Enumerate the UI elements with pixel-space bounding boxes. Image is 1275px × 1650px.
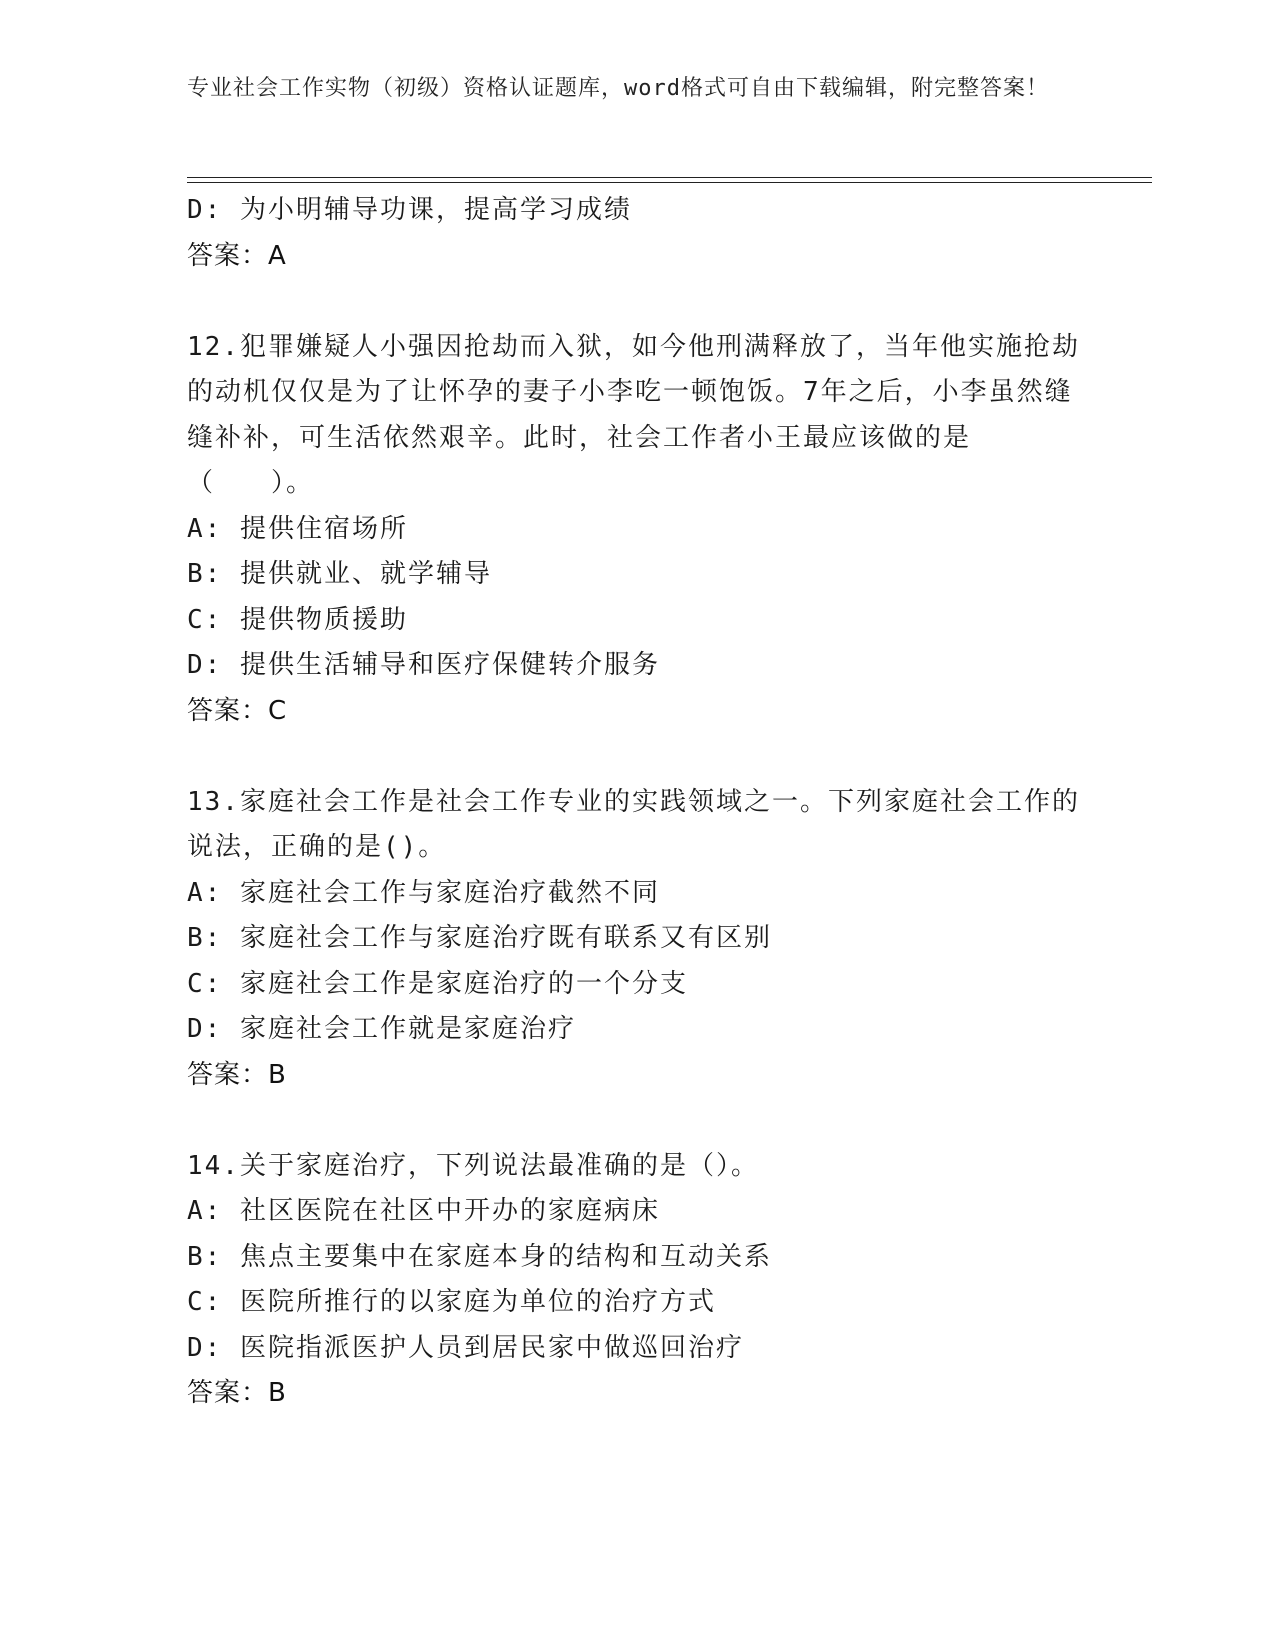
- option-c: C: 医院所推行的以家庭为单位的治疗方式: [187, 1287, 716, 1317]
- answer: 答案：B: [187, 1059, 287, 1090]
- question-13: [187, 780, 1087, 1099]
- option-b: B: 提供就业、就学辅导: [187, 559, 492, 589]
- option-a: A: 家庭社会工作与家庭治疗截然不同: [187, 877, 660, 908]
- option-b: B: 家庭社会工作与家庭治疗既有联系又有区别: [187, 923, 772, 953]
- header-rule-bottom: [187, 182, 1152, 183]
- question-stem: 13.家庭社会工作是社会工作专业的实践领域之一。下列家庭社会工作的说法，正确的是()。: [187, 786, 1080, 862]
- document-header: 专业社会工作实物（初级）资格认证题库，word格式可自由下载编辑，附完整答案！: [187, 76, 1049, 101]
- answer: 答案：B: [187, 1378, 287, 1408]
- option-d: D: 家庭社会工作就是家庭治疗: [187, 1014, 576, 1044]
- option-d: D: 提供生活辅导和医疗保健转介服务: [187, 650, 660, 680]
- question-list: [187, 188, 1087, 1417]
- header-rule-top: [187, 177, 1152, 178]
- prev-option-d: D: 为小明辅导功课，提高学习成绩: [187, 195, 632, 225]
- option-a: A: 提供住宿场所: [187, 513, 408, 544]
- option-a: A: 社区医院在社区中开办的家庭病床: [187, 1196, 660, 1226]
- question-stem: 14.关于家庭治疗，下列说法最准确的是（）。: [187, 1150, 759, 1181]
- option-b: B: 焦点主要集中在家庭本身的结构和互动关系: [187, 1241, 772, 1272]
- question-14: [187, 1144, 1087, 1417]
- question-stem: 12.犯罪嫌疑人小强因抢劫而入狱，如今他刑满释放了，当年他实施抢劫的动机仅仅是为了让怀孕的妻子小李吃一顿饱饭。7年之后，小李虽然缝缝补补，可生活依然艰辛。此时，社会工作者小王最应该做的是（ ）。: [187, 331, 1080, 498]
- spacer: [187, 1098, 1087, 1144]
- prev-answer: 答案：A: [187, 240, 287, 271]
- question-12: [187, 325, 1087, 735]
- spacer: [187, 279, 1087, 325]
- spacer: [187, 734, 1087, 780]
- option-c: C: 家庭社会工作是家庭治疗的一个分支: [187, 968, 688, 999]
- option-d: D: 医院指派医护人员到居民家中做巡回治疗: [187, 1332, 744, 1363]
- answer: 答案：C: [187, 695, 288, 726]
- option-c: C: 提供物质援助: [187, 604, 408, 635]
